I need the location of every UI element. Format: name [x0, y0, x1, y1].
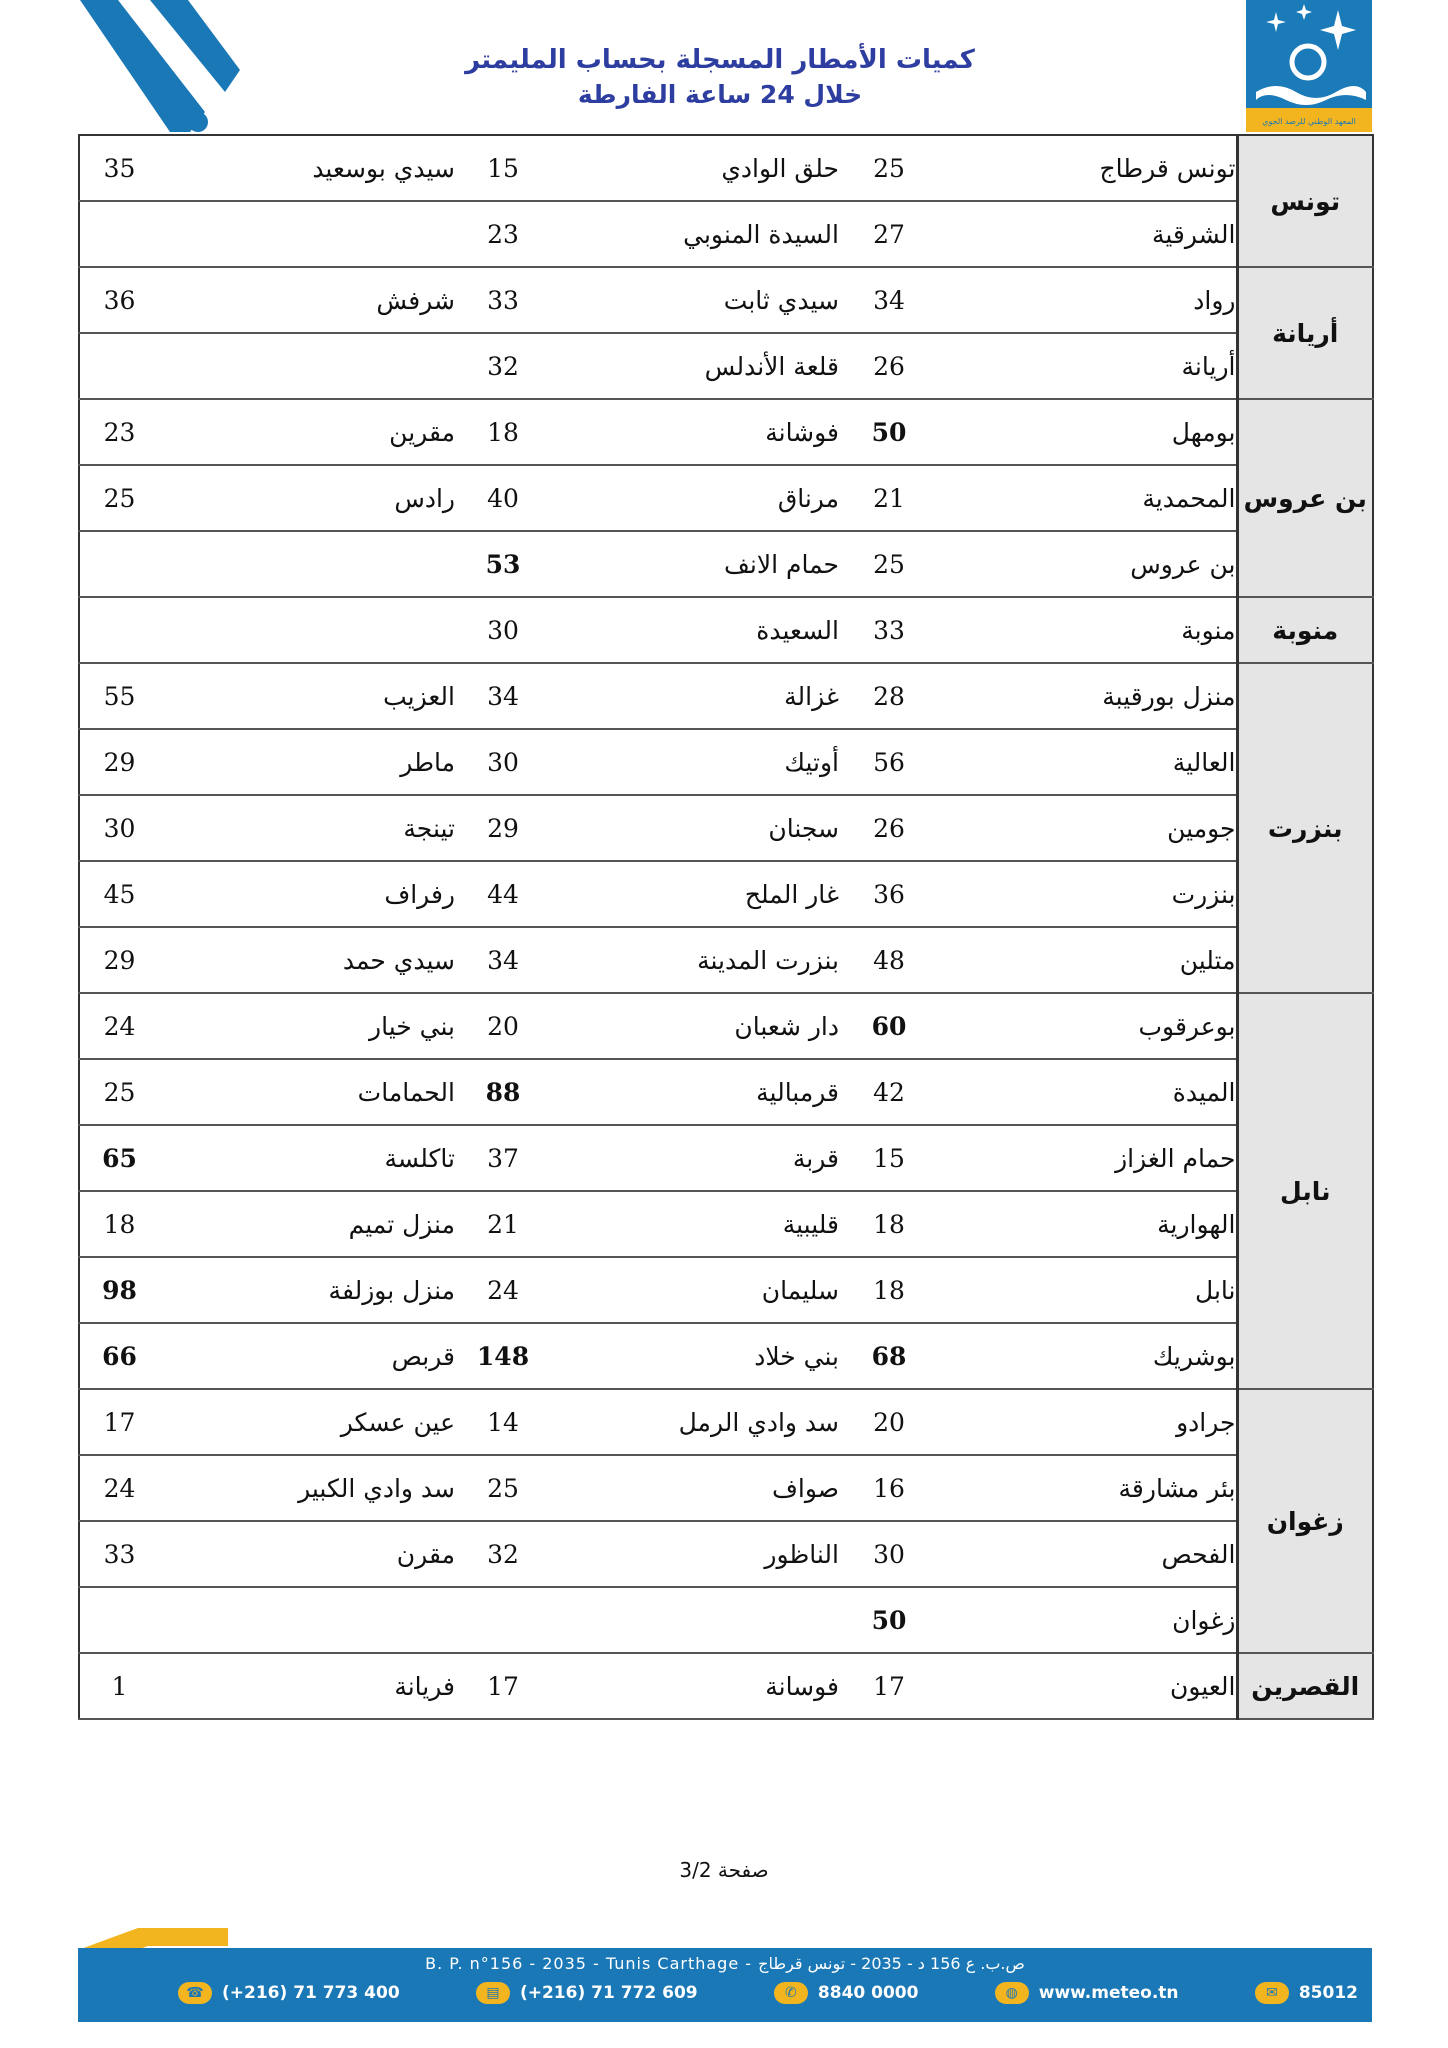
table-row: [79, 927, 1373, 993]
table-row: [79, 1191, 1373, 1257]
table-row: [79, 1389, 1373, 1455]
rainfall-value: 30: [839, 1521, 939, 1587]
station-name: حمام الانف: [551, 531, 839, 597]
rainfall-value: 17: [839, 1653, 939, 1719]
station-name: تونس قرطاج: [939, 135, 1237, 201]
station-name: بنزرت: [939, 861, 1237, 927]
station-name: [159, 531, 455, 597]
station-name: تينجة: [159, 795, 455, 861]
rainfall-value: 18: [839, 1191, 939, 1257]
table-row: [79, 729, 1373, 795]
rainfall-value: 50: [839, 1587, 939, 1653]
station-name: سيدي بوسعيد: [159, 135, 455, 201]
station-name: منوبة: [939, 597, 1237, 663]
station-name: رواد: [939, 267, 1237, 333]
rainfall-value: 34: [839, 267, 939, 333]
rainfall-value: 25: [79, 465, 159, 531]
rainfall-value: 28: [839, 663, 939, 729]
rainfall-value: 33: [455, 267, 551, 333]
footer-bar: [78, 1948, 1372, 2022]
table-row: [79, 1653, 1373, 1719]
rainfall-value: 18: [79, 1191, 159, 1257]
page-title: كميات الأمطار المسجلة بحساب المليمتر: [465, 45, 975, 75]
fax-icon: ▤: [476, 1982, 510, 2004]
footer-address: B. P. n°156 - 2035 - Tunis Carthage - ص.ب. ع 156 د - 2035 - تونس قرطاج: [425, 1954, 1025, 1973]
rainfall-value: [79, 531, 159, 597]
page-subtitle: خلال 24 ساعة الفارطة: [577, 80, 863, 109]
rainfall-value: 25: [455, 1455, 551, 1521]
station-name: متلين: [939, 927, 1237, 993]
decorative-stripes: [0, 0, 260, 140]
table-row: [79, 135, 1373, 201]
station-name: أريانة: [939, 333, 1237, 399]
station-name: زغوان: [939, 1587, 1237, 1653]
rainfall-value: 65: [79, 1125, 159, 1191]
rainfall-value: 30: [455, 597, 551, 663]
rainfall-value: 34: [455, 927, 551, 993]
station-name: الحمامات: [159, 1059, 455, 1125]
rainfall-value: 17: [455, 1653, 551, 1719]
phone-icon: ☎: [178, 1982, 212, 2004]
station-name: بني خلاد: [551, 1323, 839, 1389]
footer-contact: [774, 1982, 919, 2004]
rainfall-value: 18: [839, 1257, 939, 1323]
rainfall-value: 24: [79, 1455, 159, 1521]
governorate-cell: القصرين: [1237, 1653, 1373, 1719]
station-name: تاكلسة: [159, 1125, 455, 1191]
station-name: مقرين: [159, 399, 455, 465]
rainfall-value: [79, 1587, 159, 1653]
table-row: [79, 531, 1373, 597]
station-name: بوشريك: [939, 1323, 1237, 1389]
footer-contact-text: (+216) 71 772 609: [519, 1983, 698, 2003]
station-name: فوسانة: [551, 1653, 839, 1719]
rainfall-value: 48: [839, 927, 939, 993]
rainfall-value: [79, 597, 159, 663]
rainfall-value: 55: [79, 663, 159, 729]
table-row: [79, 795, 1373, 861]
institute-logo: [1246, 0, 1372, 132]
sms-icon: ✉: [1255, 1982, 1289, 2004]
table-row: [79, 1587, 1373, 1653]
rainfall-value: 26: [839, 795, 939, 861]
rainfall-value: 88: [455, 1059, 551, 1125]
rainfall-value: 36: [79, 267, 159, 333]
rainfall-value: 25: [839, 135, 939, 201]
station-name: غار الملح: [551, 861, 839, 927]
station-name: قربص: [159, 1323, 455, 1389]
station-name: السعيدة: [551, 597, 839, 663]
station-name: قرمبالية: [551, 1059, 839, 1125]
station-name: جرادو: [939, 1389, 1237, 1455]
table-row: [79, 861, 1373, 927]
rainfall-value: 36: [839, 861, 939, 927]
governorate-cell: زغوان: [1237, 1389, 1373, 1653]
footer-contact-text: 85012: [1298, 1983, 1358, 2003]
rainfall-value: 42: [839, 1059, 939, 1125]
hotline-icon: ✆: [774, 1982, 808, 2004]
governorate-cell: نابل: [1237, 993, 1373, 1389]
station-name: بئر مشارقة: [939, 1455, 1237, 1521]
table-row: [79, 465, 1373, 531]
rainfall-value: 24: [455, 1257, 551, 1323]
rainfall-value: 34: [455, 663, 551, 729]
governorate-cell: بن عروس: [1237, 399, 1373, 597]
footer-contact: [178, 1982, 400, 2004]
station-name: بن عروس: [939, 531, 1237, 597]
page-header: [420, 42, 1020, 112]
table-row: [79, 1455, 1373, 1521]
globe-icon: ◍: [995, 1982, 1029, 2004]
station-name: قليبية: [551, 1191, 839, 1257]
rainfall-value: 26: [839, 333, 939, 399]
rainfall-value: 33: [79, 1521, 159, 1587]
rainfall-value: [79, 333, 159, 399]
footer-contact: [995, 1982, 1179, 2004]
station-name: عين عسكر: [159, 1389, 455, 1455]
table-row: [79, 1059, 1373, 1125]
footer-contact: [1255, 1982, 1358, 2004]
station-name: العزيب: [159, 663, 455, 729]
rainfall-value: 56: [839, 729, 939, 795]
rainfall-value: 98: [79, 1257, 159, 1323]
station-name: منزل بورقيبة: [939, 663, 1237, 729]
rainfall-value: 17: [79, 1389, 159, 1455]
station-name: سيدي حمد: [159, 927, 455, 993]
rainfall-value: 15: [839, 1125, 939, 1191]
station-name: بنزرت المدينة: [551, 927, 839, 993]
rainfall-value: 45: [79, 861, 159, 927]
station-name: شرفش: [159, 267, 455, 333]
station-name: سجنان: [551, 795, 839, 861]
rainfall-value: 29: [79, 927, 159, 993]
station-name: الميدة: [939, 1059, 1237, 1125]
table-row: [79, 1125, 1373, 1191]
footer-contact-text: (+216) 71 773 400: [222, 1983, 400, 2003]
table-row: [79, 267, 1373, 333]
rainfall-value: 53: [455, 531, 551, 597]
station-name: الهوارية: [939, 1191, 1237, 1257]
station-name: مقرن: [159, 1521, 455, 1587]
station-name: قربة: [551, 1125, 839, 1191]
rainfall-value: 50: [839, 399, 939, 465]
table-row: [79, 993, 1373, 1059]
rainfall-value: 68: [839, 1323, 939, 1389]
rainfall-value: 25: [839, 531, 939, 597]
rainfall-value: 21: [455, 1191, 551, 1257]
station-name: سليمان: [551, 1257, 839, 1323]
station-name: [159, 1587, 455, 1653]
station-name: قلعة الأندلس: [551, 333, 839, 399]
rainfall-value: 16: [839, 1455, 939, 1521]
rainfall-value: 33: [839, 597, 939, 663]
station-name: حمام الغزاز: [939, 1125, 1237, 1191]
station-name: نابل: [939, 1257, 1237, 1323]
rainfall-value: 14: [455, 1389, 551, 1455]
station-name: دار شعبان: [551, 993, 839, 1059]
rainfall-value: 29: [455, 795, 551, 861]
rainfall-value: 1: [79, 1653, 159, 1719]
governorate-cell: تونس: [1237, 135, 1373, 267]
rainfall-value: 37: [455, 1125, 551, 1191]
footer-contact-text: www.meteo.tn: [1038, 1983, 1179, 2003]
logo-text: المعهد الوطني للرصد الجوي: [1262, 117, 1356, 126]
station-name: سد وادي الرمل: [551, 1389, 839, 1455]
table-row: [79, 663, 1373, 729]
station-name: العيون: [939, 1653, 1237, 1719]
rainfall-value: [79, 201, 159, 267]
rainfall-value: 21: [839, 465, 939, 531]
station-name: سد وادي الكبير: [159, 1455, 455, 1521]
table-row: [79, 1257, 1373, 1323]
station-name: الشرقية: [939, 201, 1237, 267]
station-name: صواف: [551, 1455, 839, 1521]
station-name: الناظور: [551, 1521, 839, 1587]
rainfall-value: 15: [455, 135, 551, 201]
rainfall-value: 23: [79, 399, 159, 465]
governorate-cell: منوبة: [1237, 597, 1373, 663]
station-name: [551, 1587, 839, 1653]
station-name: العالية: [939, 729, 1237, 795]
table-row: [79, 1521, 1373, 1587]
table-row: [79, 1323, 1373, 1389]
station-name: جومين: [939, 795, 1237, 861]
station-name: بني خيار: [159, 993, 455, 1059]
station-name: المحمدية: [939, 465, 1237, 531]
footer-contacts: [178, 1982, 1358, 2004]
rainfall-value: 60: [839, 993, 939, 1059]
station-name: ماطر: [159, 729, 455, 795]
station-name: فريانة: [159, 1653, 455, 1719]
rainfall-value: 18: [455, 399, 551, 465]
rainfall-table: [78, 134, 1374, 1720]
footer-contact: [476, 1982, 698, 2004]
station-name: سيدي ثابت: [551, 267, 839, 333]
rainfall-value: 20: [839, 1389, 939, 1455]
station-name: منزل تميم: [159, 1191, 455, 1257]
rainfall-value: [455, 1587, 551, 1653]
governorate-cell: بنزرت: [1237, 663, 1373, 993]
table-row: [79, 333, 1373, 399]
footer-contact-text: 8840 0000: [817, 1983, 919, 2003]
rainfall-value: 35: [79, 135, 159, 201]
rainfall-value: 30: [455, 729, 551, 795]
rainfall-value: 24: [79, 993, 159, 1059]
table-row: [79, 597, 1373, 663]
rainfall-value: 44: [455, 861, 551, 927]
station-name: مرناق: [551, 465, 839, 531]
station-name: الفحص: [939, 1521, 1237, 1587]
rainfall-value: 29: [79, 729, 159, 795]
station-name: [159, 201, 455, 267]
station-name: منزل بوزلفة: [159, 1257, 455, 1323]
station-name: غزالة: [551, 663, 839, 729]
station-name: [159, 333, 455, 399]
station-name: حلق الوادي: [551, 135, 839, 201]
rainfall-value: 32: [455, 1521, 551, 1587]
table-row: [79, 399, 1373, 465]
rainfall-value: 20: [455, 993, 551, 1059]
table-row: [79, 201, 1373, 267]
station-name: السيدة المنوبي: [551, 201, 839, 267]
page-number: صفحة 3/2: [679, 1858, 769, 1882]
rainfall-value: 27: [839, 201, 939, 267]
station-name: فوشانة: [551, 399, 839, 465]
rainfall-value: 66: [79, 1323, 159, 1389]
station-name: رفراف: [159, 861, 455, 927]
station-name: [159, 597, 455, 663]
rainfall-value: 32: [455, 333, 551, 399]
station-name: أوتيك: [551, 729, 839, 795]
rainfall-value: 148: [455, 1323, 551, 1389]
station-name: بومهل: [939, 399, 1237, 465]
governorate-cell: أريانة: [1237, 267, 1373, 399]
rainfall-value: 40: [455, 465, 551, 531]
station-name: رادس: [159, 465, 455, 531]
rainfall-value: 30: [79, 795, 159, 861]
rainfall-value: 25: [79, 1059, 159, 1125]
station-name: بوعرقوب: [939, 993, 1237, 1059]
rainfall-value: 23: [455, 201, 551, 267]
